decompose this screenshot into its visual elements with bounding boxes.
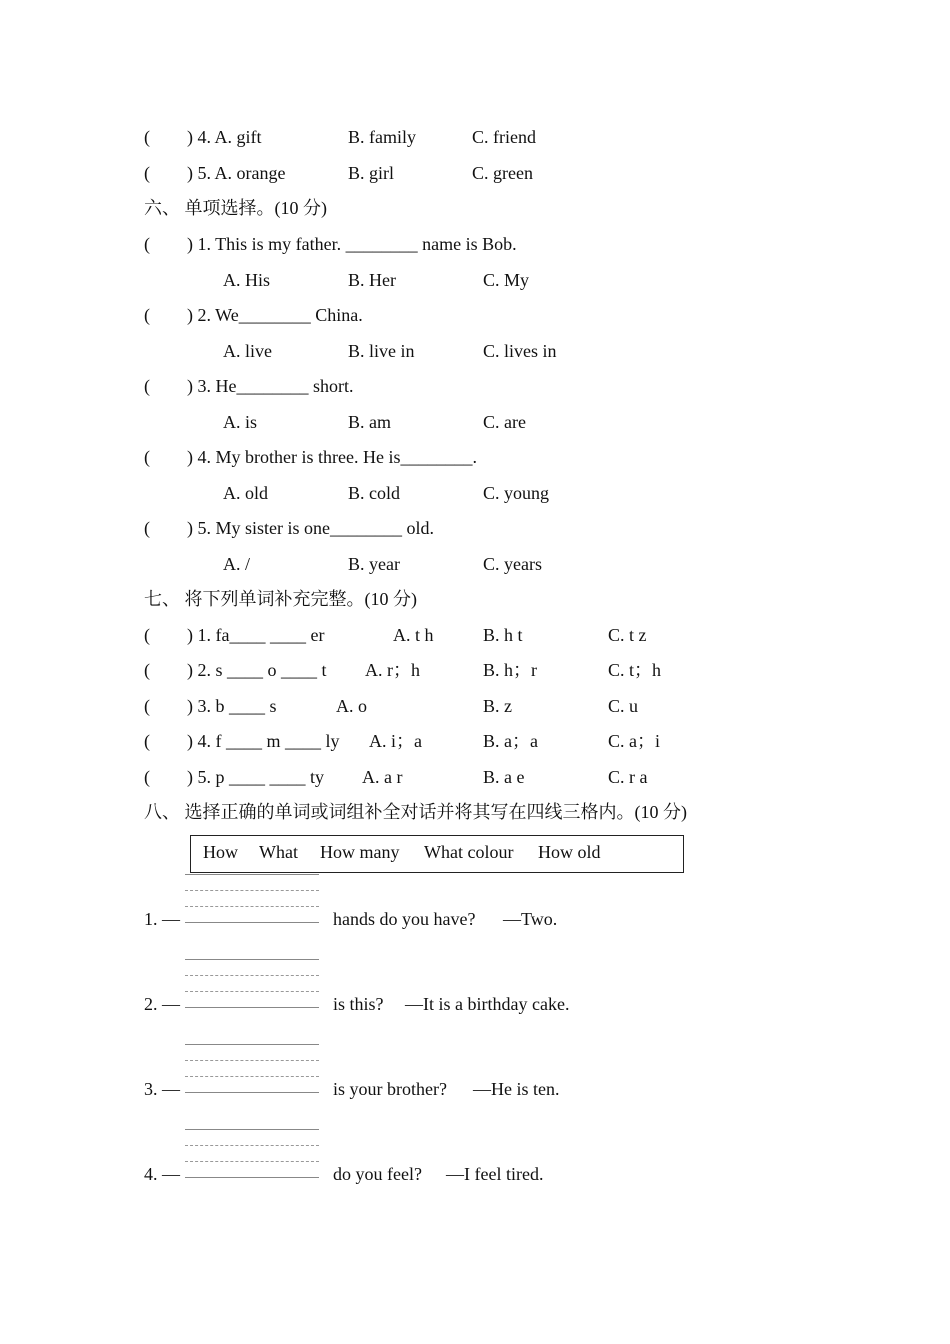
answer-paren: ( [144,660,150,680]
option-c: C. young [483,483,550,503]
answer-paren: ( [144,696,150,716]
option-b: B. Her [348,270,396,290]
option-b: B. h；r [483,660,537,680]
answer-paren: ( [144,234,150,254]
section7-heading: 七、 将下列单词补充完整。(10 分) [144,589,417,609]
question-text: ) 5. My sister is one________ old. [187,518,434,538]
dialogue-answer: —It is a birthday cake. [405,994,570,1014]
option-a: A. is [223,412,258,432]
question-text: ) 1. fa____ ____ er [187,625,325,645]
dialogue-question: is your brother? [333,1079,447,1099]
question-text: ) 2. s ____ o ____ t [187,660,327,680]
option-c: C. years [483,554,542,574]
option-b: B. a；a [483,731,538,751]
answer-paren: ( [144,731,150,751]
question-text: ) 4. f ____ m ____ ly [187,731,340,751]
dialogue-number: 1. — [144,909,180,929]
question-text: ) 5. p ____ ____ ty [187,767,324,787]
option-b: B. family [348,127,416,147]
option-b: B. h t [483,625,523,645]
section8-heading: 八、 选择正确的单词或词组补全对话并将其写在四线三格内。(10 分) [144,802,687,822]
option-a: A. a r [362,767,403,787]
dialogue-answer: —I feel tired. [446,1164,544,1184]
word-bank-item: How many [320,842,400,862]
option-c: C. My [483,270,530,290]
answer-paren: ( [144,518,150,538]
answer-paren: ( [144,305,150,325]
option-b: B. girl [348,163,395,183]
option-b: B. am [348,412,391,432]
option-c: C. t；h [608,660,662,680]
question-option-a: ) 5. A. orange [187,163,286,183]
option-c: C. u [608,696,639,716]
dialogue-question: do you feel? [333,1164,422,1184]
option-b: B. live in [348,341,415,361]
word-bank-item: How [203,842,238,862]
dialogue-answer: —He is ten. [473,1079,560,1099]
word-bank-item: How old [538,842,601,862]
option-c: C. are [483,412,526,432]
question-text: ) 3. b ____ s [187,696,277,716]
dialogue-answer: —Two. [503,909,558,929]
writing-grid[interactable] [185,1129,319,1177]
option-c: C. a；i [608,731,660,751]
option-a: A. / [223,554,250,574]
option-c: C. friend [472,127,536,147]
option-a: A. o [336,696,367,716]
option-b: B. a e [483,767,525,787]
option-a: A. t h [393,625,434,645]
option-b: B. year [348,554,400,574]
option-a: A. old [223,483,268,503]
question-option-a: ) 4. A. gift [187,127,262,147]
answer-paren: ( [144,163,150,183]
writing-grid[interactable] [185,874,319,922]
option-a: A. i；a [369,731,422,751]
dialogue-number: 3. — [144,1079,180,1099]
answer-paren: ( [144,376,150,396]
question-text: ) 4. My brother is three. He is________. [187,447,477,467]
option-b: B. cold [348,483,400,503]
question-text: ) 3. He________ short. [187,376,354,396]
dialogue-number: 4. — [144,1164,180,1184]
answer-paren: ( [144,447,150,467]
section6-heading: 六、 单项选择。(10 分) [144,198,327,218]
option-c: C. green [472,163,533,183]
option-b: B. z [483,696,512,716]
question-text: ) 1. This is my father. ________ name is Bob. [187,234,517,254]
word-bank-box [190,835,684,873]
dialogue-question: is this? [333,994,384,1014]
writing-grid[interactable] [185,1044,319,1092]
word-bank-item: What [259,842,298,862]
dialogue-question: hands do you have? [333,909,476,929]
option-a: A. live [223,341,272,361]
option-c: C. t z [608,625,647,645]
answer-paren: ( [144,767,150,787]
option-a: A. His [223,270,271,290]
word-bank-item: What colour [424,842,514,862]
answer-paren: ( [144,127,150,147]
option-a: A. r；h [365,660,420,680]
writing-grid[interactable] [185,959,319,1007]
option-c: C. r a [608,767,648,787]
option-c: C. lives in [483,341,557,361]
dialogue-number: 2. — [144,994,180,1014]
answer-paren: ( [144,625,150,645]
question-text: ) 2. We________ China. [187,305,363,325]
